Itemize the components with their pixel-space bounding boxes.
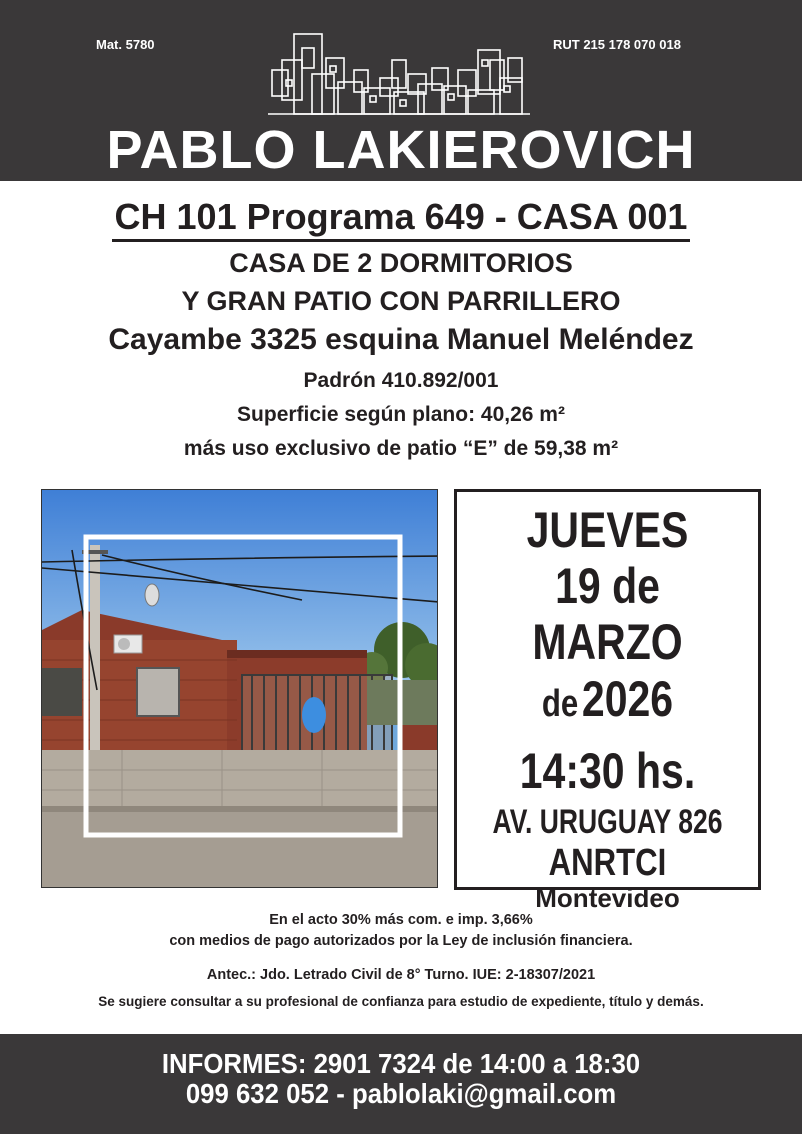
brand-name: PABLO LAKIEROVICH (106, 120, 696, 180)
property-type: CASA DE 2 DORMITORIOS (229, 248, 573, 278)
year-value: 2026 (581, 671, 674, 727)
property-address: Cayambe 3325 esquina Manuel Meléndez (108, 323, 694, 356)
license-number: Mat. 5780 (96, 37, 155, 52)
auction-day: 19 de (555, 558, 660, 614)
payment-terms: En el acto 30% más com. e imp. 3,66% (269, 912, 533, 928)
contact-hours: INFORMES: 2901 7324 de 14:00 a 18:30 (161, 1048, 641, 1079)
year-prefix: de (541, 683, 579, 725)
program-title: CH 101 Programa 649 - CASA 001 (112, 195, 691, 242)
venue-name: ANRTCI (548, 842, 667, 884)
terms-section (0, 910, 802, 1012)
advice-note: Se sugiere consultar a su profesional de confianza para estudio de expediente, título y demás. (98, 994, 704, 1009)
auction-weekday: JUEVES (526, 502, 689, 558)
auction-date-box (454, 489, 761, 913)
header-banner (0, 0, 802, 181)
auction-month: MARZO (532, 614, 683, 670)
payment-methods: con medios de pago autorizados por la Ley de inclusión financiera. (169, 933, 633, 949)
venue-address: AV. URUGUAY 826 (492, 803, 723, 841)
property-info (0, 195, 802, 466)
footer-banner (0, 1034, 802, 1134)
court-reference: Antec.: Jdo. Letrado Civil de 8° Turno. IUE: 2-18307/2021 (206, 967, 596, 983)
padron-number: Padrón 410.892/001 (303, 369, 499, 392)
venue-city: Montevideo (535, 883, 680, 913)
patio-area: más uso exclusivo de patio “E” de 59,38 m² (183, 437, 619, 460)
tax-id: RUT 215 178 070 018 (553, 37, 681, 52)
contact-email: 099 632 052 - pablolaki@gmail.com (185, 1078, 617, 1109)
surface-area: Superficie según plano: 40,26 m² (237, 403, 565, 426)
city-skyline-logo (268, 30, 530, 122)
property-feature: Y GRAN PATIO CON PARRILLERO (181, 286, 621, 316)
auction-year (484, 670, 731, 741)
property-photo (41, 489, 438, 888)
auction-time: 14:30 hs. (519, 743, 696, 799)
